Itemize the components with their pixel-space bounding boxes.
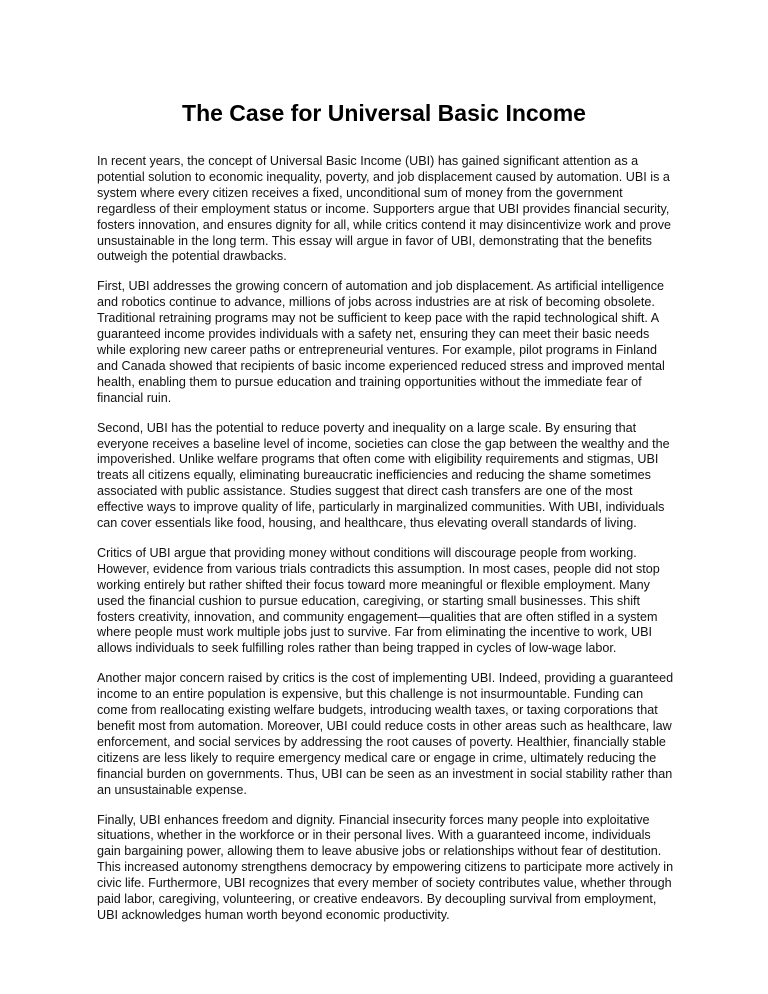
paragraph-automation: First, UBI addresses the growing concern of automation and job displacement. As artificial intelligence and robotics continue to advance, millions of jobs across industries are at risk of becoming obsolete. Traditional retraining programs may not be sufficient to keep pace with the rapid technological shift. A guaranteed income provides individuals with a safety net, ensuring they can meet their basic needs while exploring new career paths or entrepreneurial ventures. For example, pilot programs in Finland and Canada showed that recipients of basic income experienced reduced stress and improved mental health, enabling them to pursue education and training opportunities without the immediate fear of financial ruin. [97,279,665,405]
paragraph-work-incentive: Critics of UBI argue that providing money without conditions will discourage people from working. However, evidence from various trials contradicts this assumption. In most cases, people did not stop working entirely but rather shifted their focus toward more meaningful or flexible employment. Many used the financial cushion to pursue education, caregiving, or starting small businesses. This shift fosters creativity, innovation, and community engagement—qualities that are often stifled in a system where people must work multiple jobs just to survive. Far from eliminating the incentive to work, UBI allows individuals to seek fulfilling roles rather than being trapped in cycles of low-wage labor. [97,545,660,656]
paragraph-freedom: Finally, UBI enhances freedom and dignity. Financial insecurity forces many people into exploitative situations, whether in the workforce or in their personal lives. With a guaranteed income, individuals gain bargaining power, allowing them to leave abusive jobs or relationships without fear of destitution. This increased autonomy strengthens democracy by empowering citizens to participate more actively in civic life. Furthermore, UBI recognizes that every member of society contributes value, whether through paid labor, caregiving, volunteering, or creative endeavors. By decoupling survival from employment, UBI acknowledges human worth beyond economic productivity. [97,812,674,922]
document-title: The Case for Universal Basic Income [182,100,586,126]
paragraph-cost: Another major concern raised by critics is the cost of implementing UBI. Indeed, providing a guaranteed income to an entire population is expensive, but this challenge is not insurmountable. Funding can come from reallocating existing welfare budgets, introducing wealth taxes, or taxing corporations that benefit most from automation. Moreover, UBI could reduce costs in other areas such as healthcare, law enforcement, and social services by addressing the root causes of poverty. Healthier, financially stable citizens are less likely to require emergency medical care or engage in crime, ultimately reducing the financial burden on governments. Thus, UBI can be seen as an investment in social stability rather than an unsustainable expense. [97,671,674,797]
paragraph-introduction: In recent years, the concept of Universal Basic Income (UBI) has gained significant attention as a potential solution to economic inequality, poverty, and job displacement caused by automation. UBI is a system where every citizen receives a fixed, unconditional sum of money from the government regardless of their employment status or income. Supporters argue that UBI provides financial security, fosters innovation, and ensures dignity for all, while critics contend it may disincentivize work and prove unsustainable in the long term. This essay will argue in favor of UBI, demonstrating that the benefits outweigh the potential drawbacks. [97,154,671,264]
paragraph-poverty: Second, UBI has the potential to reduce poverty and inequality on a large scale. By ensuring that everyone receives a baseline level of income, societies can close the gap between the wealthy and the impoverished. Unlike welfare programs that often come with eligibility requirements and stigmas, UBI treats all citizens equally, eliminating bureaucratic inefficiencies and reducing the shame sometimes associated with public assistance. Studies suggest that direct cash transfers are one of the most effective ways to improve quality of life, particularly in marginalized communities. With UBI, individuals can cover essentials like food, housing, and healthcare, thus elevating overall standards of living. [97,420,670,531]
document-body [97,154,677,938]
